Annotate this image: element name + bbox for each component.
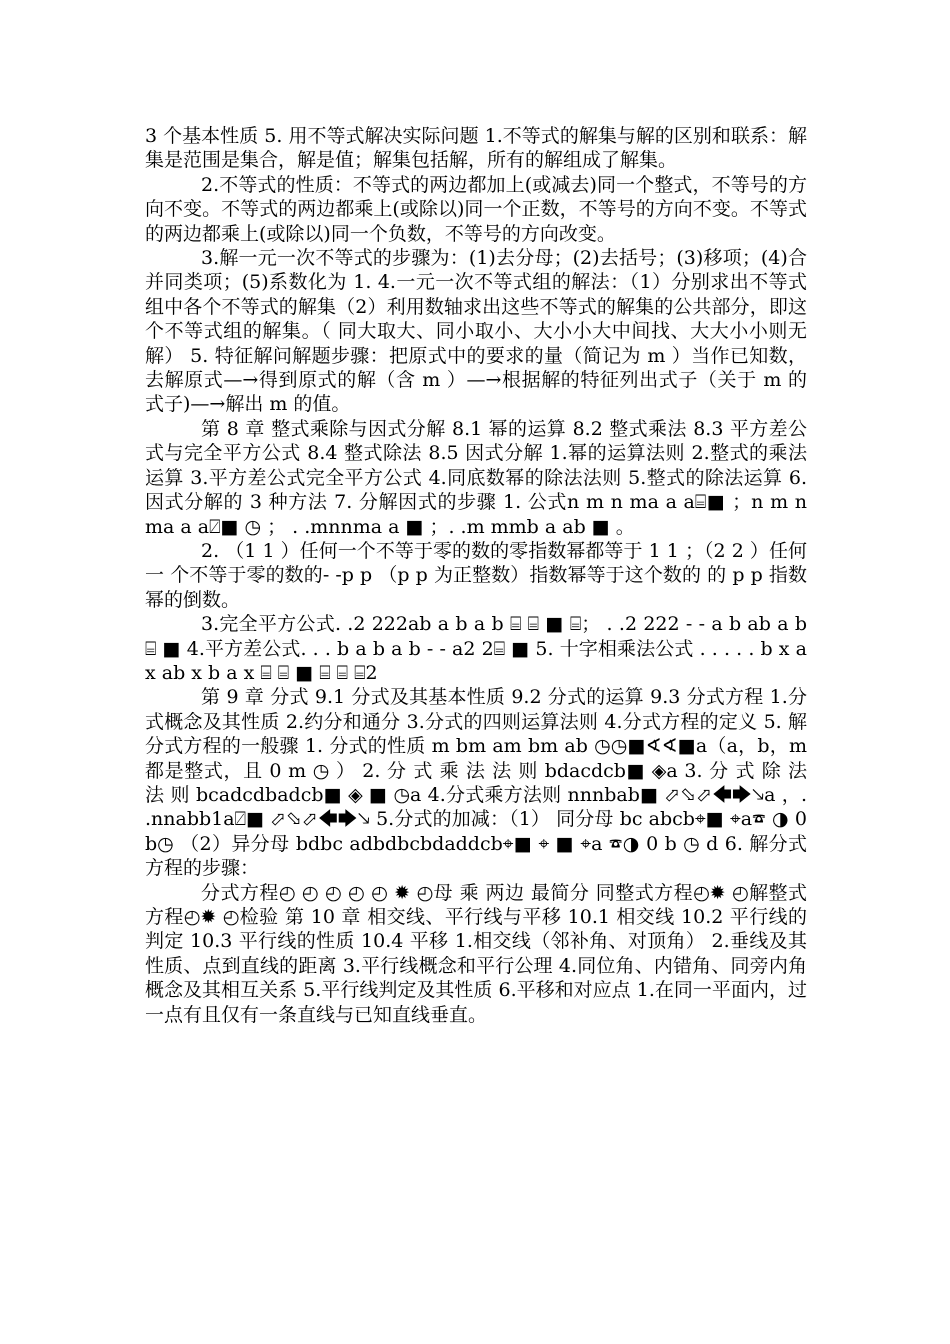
document-body <box>145 124 807 1027</box>
paragraph-chapter-9: 第 9 章 分式 9.1 分式及其基本性质 9.2 分式的运算 9.3 分式方程 1.分式概念及其性质 2.约分和通分 3.分式的四则运算法则 4.分式方程的定义 5. 解分式方程的一般骤 1. 分式的性质 m bm am bm ab ◷◷■∢∢■a（a，b，m 都是整式，且 0 m ◷ ） 2. 分 式 乘 法 法 则 bdacdcb■ ◈a 3. 分 式 除 法 法 则 bcadcdbadcb■ ◈ ■ ◷a 4.分式乘方法则 nnnbab■ ⬀⬂⬀🡄🡆🡖a ，. .nnabb1a⍁■ ⬀⬂⬀🡄🡆🡖 5.分式的加减：（1） 同分母 bc abcb⌖■ ⌖a☎ ◑ 0 b◷ （2）异分母 bdbc adbdbcbdaddcb⌖■ ⌖ ■ ⌖a ☎◑ 0 b ◷ d 6. 解分式方程的步骤： <box>145 686 807 880</box>
paragraph-chapter-10: 分式方程◴ ◴ ◴ ◴ ◴ ✹ ◴母 乘 两边 最简分 同整式方程◴✹ ◴解整式方程◴✹ ◴检验 第 10 章 相交线、平行线与平移 10.1 相交线 10.2 平行线的判定 10.3 平行线的性质 10.4 平移 1.相交线（邻补角、对顶角） 2.垂线及其性质、点到直线的距离 3.平行线概念和平行公理 4.同位角、内错角、同旁内角概念及其相互关系 5.平行线判定及其性质 6.平移和对应点 1.在同一平面内，过一点有且仅有一条直线与已知直线垂直。 <box>145 881 807 1026</box>
paragraph-zero-exponent: 2. （1 1 ）任何一个不等于零的数的零指数幂都等于 1 1 ；（2 2 ）任何一 个不等于零的数的- -p p （p p 为正整数）指数幂等于这个数的 的 p p 指数幂的倒数。 <box>145 539 807 611</box>
paragraph-square-formulas: 3.完全平方公式. .2 222ab a b a b ⌸ ⌸ ■ ⌸； . .2 222 - - a b ab a b ⌸ ■ 4.平方差公式. . . b a b a b - - a2 2⌸ ■ 5. 十字相乘法公式 . . . . . b x a x ab x b a x ⌸ ⌸ ■ ⌸ ⌸ ⌸2 <box>145 613 807 684</box>
paragraph-inequality-properties: 3 个基本性质 5. 用不等式解决实际问题 1.不等式的解集与解的区别和联系：解集是范围是集合，解是值；解集包括解，所有的解组成了解集。 <box>145 125 807 172</box>
paragraph-solving-inequalities: 3.解一元一次不等式的步骤为：(1)去分母；(2)去括号；(3)移项；(4)合并同类项；(5)系数化为 1. 4.一元一次不等式组的解法：（1）分别求出不等式组中各个不等式的解集（2）利用数轴求出这些不等式的解集的公共部分，即这个不等式组的解集。（ 同大取大、同小取小、大小小大中间找、大大小小则无解） 5. 特征解问解题步骤：把原式中的要求的量（简记为 m ）当作已知数，去解原式—→得到原式的解（含 m ）—→根据解的特征列出式子（关于 m 的式子)—→解出 m 的值。 <box>145 247 807 416</box>
paragraph-chapter-8: 第 8 章 整式乘除与因式分解 8.1 幂的运算 8.2 整式乘法 8.3 平方差公式与完全平方公式 8.4 整式除法 8.5 因式分解 1.幂的运算法则 2.整式的乘法运算 3.平方差公式完全平方公式 4.同底数幂的除法法则 5.整式的除法运算 6. 因式分解的 3 种方法 7. 分解因式的步骤 1. 公式n m n ma a a⌸■ ；n m n ma a a⍁■ ◷ ； . .mnnma a ■ ；. .m mmb a ab ■ 。 <box>145 417 807 538</box>
paragraph-inequality-rules: 2.不等式的性质：不等式的两边都加上(或减去)同一个整式，不等号的方向不变。不等式的两边都乘上(或除以)同一个正数，不等号的方向不变。不等式的两边都乘上(或除以)同一个负数，不等号的方向改变。 <box>145 173 807 245</box>
